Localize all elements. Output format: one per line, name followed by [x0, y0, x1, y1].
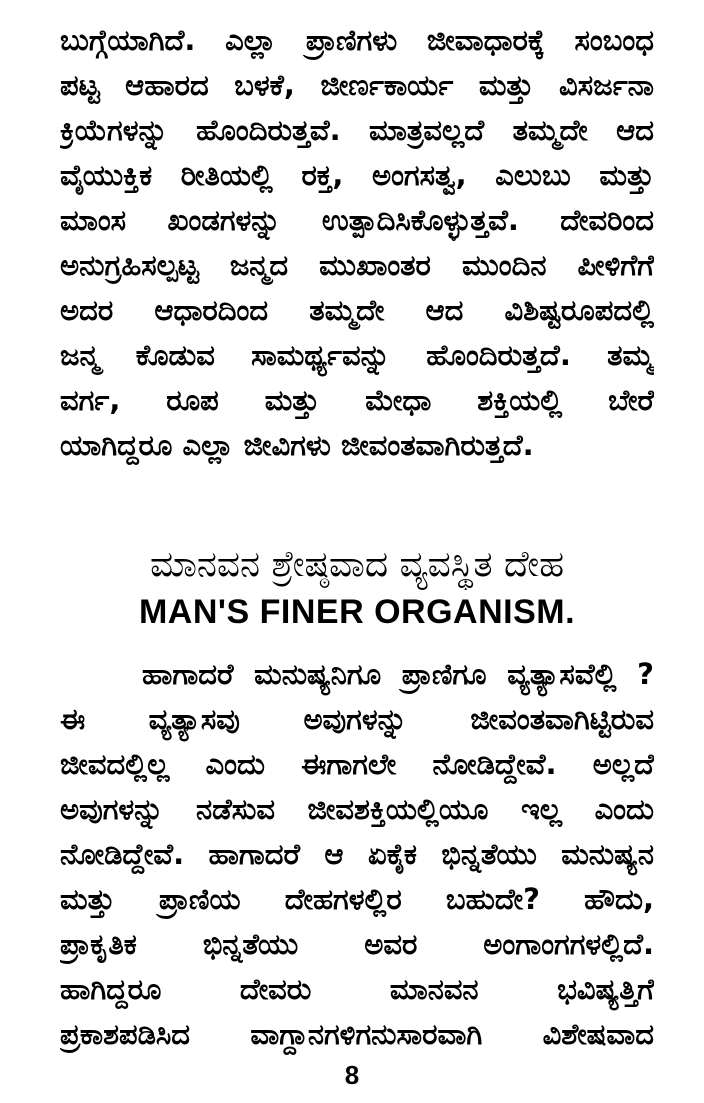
paragraph-top [60, 18, 654, 468]
text-line: ಪಟ್ಟ ಆಹಾರದ ಬಳಕೆ, ಜೀರ್ಣಕಾರ್ಯ ಮತ್ತು ವಿಸರ್ಜನಾ [60, 68, 654, 102]
text-line: ಅನುಗ್ರಹಿಸಲ್ಪಟ್ಟ ಜನ್ಮದ ಮುಖಾಂತರ ಮುಂದಿನ ಪೀಳಿಗೆಗೆ [60, 248, 654, 282]
text-line: ಈ ವ್ಯತ್ಯಾಸವು ಅವುಗಳನ್ನು ಜೀವಂತವಾಗಿಟ್ಟಿರುವ [60, 702, 654, 736]
page-number: 8 [344, 1060, 360, 1090]
text-line: ಕ್ರಿಯೆಗಳನ್ನು ಹೊಂದಿರುತ್ತವೆ. ಮಾತ್ರವಲ್ಲದೆ ತಮ್ಮದೇ ಆದ [60, 113, 654, 147]
section-heading-english: MAN'S FINER ORGANISM. [138, 593, 576, 631]
text-line: ಬುಗ್ಗೆಯಾಗಿದೆ. ಎಲ್ಲಾ ಪ್ರಾಣಿಗಳು ಜೀವಾಧಾರಕ್ಕೆ ಸಂಬಂಧ [60, 23, 654, 57]
text-line: ನೋಡಿದ್ದೇವೆ. ಹಾಗಾದರೆ ಆ ಏಕೈಕ ಭಿನ್ನತೆಯು ಮನುಷ್ಯನ [60, 837, 654, 871]
section-heading-kannada: ಮಾನವನ ಶ್ರೇಷ್ಠವಾದ ವ್ಯವಸ್ಥಿತ ದೇಹ [149, 544, 565, 585]
text-line: ವೈಯುಕ್ತಿಕ ರೀತಿಯಲ್ಲಿ ರಕ್ತ, ಅಂಗಸತ್ವ, ಎಲುಬು ಮತ್ತು [60, 158, 654, 192]
text-line: ಅವುಗಳನ್ನು ನಡೆಸುವ ಜೀವಶಕ್ತಿಯಲ್ಲಿಯೂ ಇಲ್ಲ ಎಂದು [60, 792, 654, 826]
text-line: ಹಾಗಾದರೆ ಮನುಷ್ಯನಿಗೂ ಪ್ರಾಣಿಗೂ ವ್ಯತ್ಯಾಸವೆಲ್ಲಿ ? [142, 657, 654, 691]
text-line: ಹಾಗಿದ್ದರೂ ದೇವರು ಮಾನವನ ಭವಿಷ್ಯತ್ತಿಗೆ [60, 972, 654, 1006]
paragraph-bottom [60, 652, 654, 1057]
text-line: ಪ್ರಾಕೃತಿಕ ಭಿನ್ನತೆಯು ಅವರ ಅಂಗಾಂಗಗಳಲ್ಲಿದೆ. [60, 927, 654, 961]
text-line: ಅದರ ಆಧಾರದಿಂದ ತಮ್ಮದೇ ಆದ ವಿಶಿಷ್ಟರೂಪದಲ್ಲಿ [60, 293, 654, 327]
text-line: ಯಾಗಿದ್ದರೂ ಎಲ್ಲಾ ಜೀವಿಗಳು ಜೀವಂತವಾಗಿರುತ್ತದೆ. [60, 428, 534, 462]
text-line: ವರ್ಗ, ರೂಪ ಮತ್ತು ಮೇಧಾ ಶಕ್ತಿಯಲ್ಲಿ ಬೇರೆ [60, 383, 654, 417]
text-line: ಜನ್ಮ ಕೊಡುವ ಸಾಮರ್ಥ್ಯವನ್ನು ಹೊಂದಿರುತ್ತದೆ. ತಮ್ಮ [60, 338, 654, 372]
text-line: ಮಾಂಸ ಖಂಡಗಳನ್ನು ಉತ್ಪಾದಿಸಿಕೊಳ್ಳುತ್ತವೆ. ದೇವರಿಂದ [60, 203, 654, 237]
text-line: ಮತ್ತು ಪ್ರಾಣಿಯ ದೇಹಗಳಲ್ಲಿರ ಬಹುದೇ? ಹೌದು, [60, 882, 654, 916]
text-line: ಜೀವದಲ್ಲಿಲ್ಲ ಎಂದು ಈಗಾಗಲೇ ನೋಡಿದ್ದೇವೆ. ಅಲ್ಲದೆ [60, 747, 654, 781]
text-line: ಪ್ರಕಾಶಪಡಿಸಿದ ವಾಗ್ದಾನಗಳಿಗನುಸಾರವಾಗಿ ವಿಶೇಷವಾದ [60, 1017, 654, 1051]
